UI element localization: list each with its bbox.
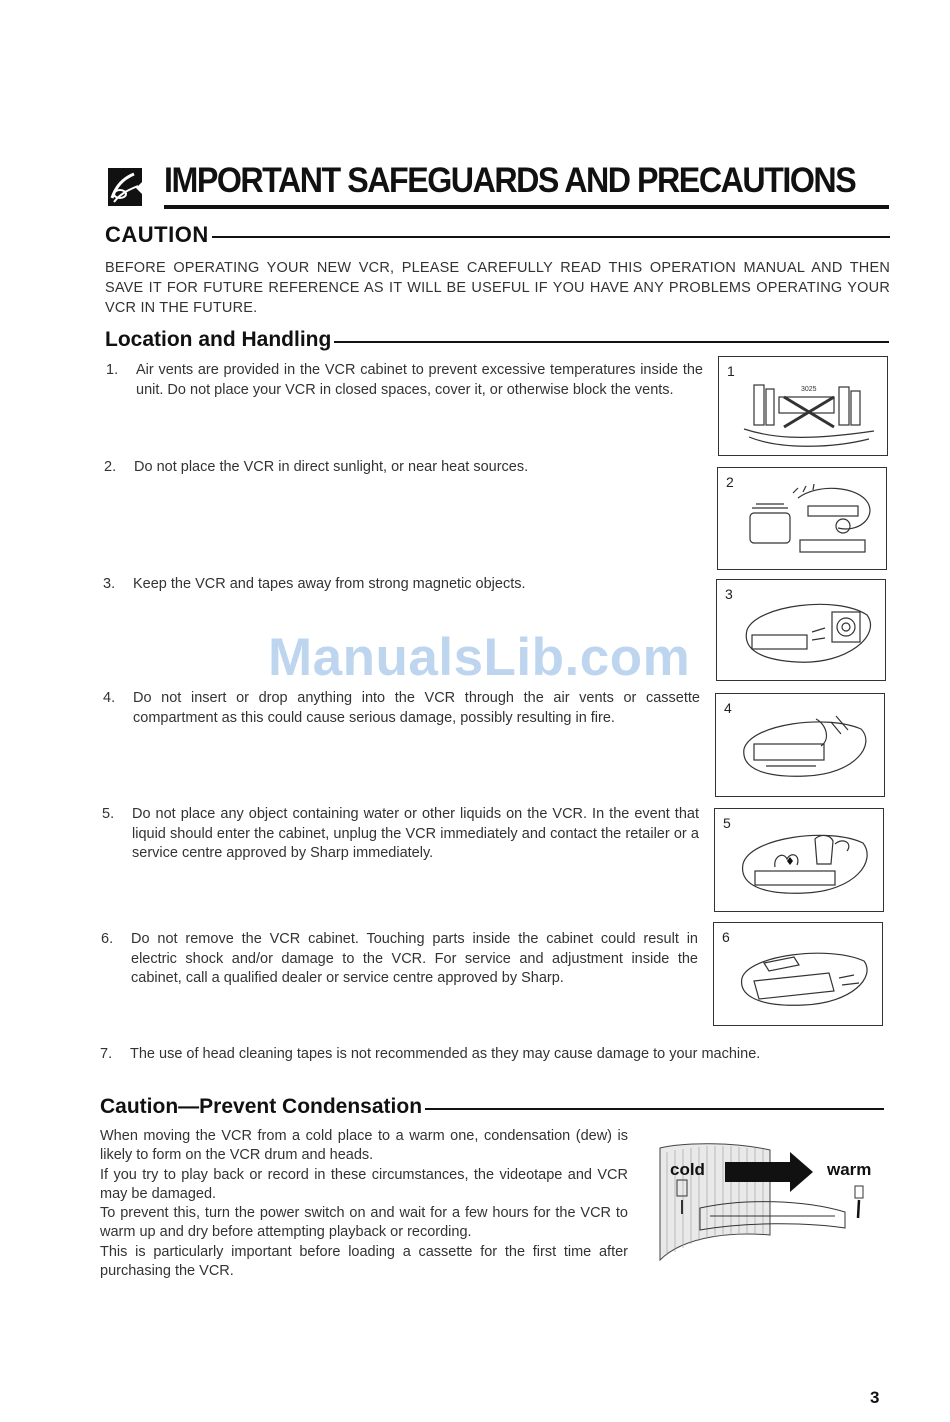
condensation-paragraph: If you try to play back or record in these circumstances, the videotape and VCR may be damaged.: [100, 1166, 628, 1202]
location-heading-label: Location and Handling: [105, 328, 332, 351]
figure-number: 6: [722, 929, 730, 945]
page-title: IMPORTANT SAFEGUARDS AND PRECAUTIONS: [164, 161, 856, 200]
figure-2-sunlight: [717, 467, 887, 570]
item-text: Do not remove the VCR cabinet. Touching parts inside the cabinet could result in electric shock and/or damage to the VCR. For service and adjustment inside the cabinet, call a qualified dealer or service centre approved by Sharp.: [131, 931, 698, 986]
figure-number: 3: [725, 586, 733, 602]
caution-heading-rule: [212, 236, 890, 238]
figure-number: 1: [727, 363, 735, 379]
condensation-heading-label: Caution—Prevent Condensation: [100, 1095, 423, 1118]
caution-text: BEFORE OPERATING YOUR NEW VCR, PLEASE CAREFULLY READ THIS OPERATION MANUAL AND THEN SAVE IT FOR FUTURE REFERENCE AS IT WILL BE USEFUL IF YOU HAVE ANY PROBLEMS OPERATING YOUR VCR IN THE FUTURE.: [105, 260, 890, 316]
figure-6-cabinet: [713, 922, 883, 1026]
condensation-paragraph: To prevent this, turn the power switch on and wait for a few hours for the VCR to warm up and dry before attempting playback or recording.: [100, 1205, 628, 1241]
condensation-heading: [100, 1095, 884, 1119]
bookshelf-vcr-icon: [739, 367, 879, 452]
page-number: 3: [870, 1388, 880, 1407]
item-number: 7.: [100, 1046, 113, 1062]
figure-5-liquids: [714, 808, 884, 912]
figure-3-magnets: [716, 579, 886, 681]
warm-label: warm: [827, 1160, 872, 1179]
item-text: The use of head cleaning tapes is not recommended as they may cause damage to your machine.: [130, 1046, 761, 1062]
item-number: 1.: [106, 362, 119, 378]
list-item: [100, 1045, 890, 1069]
figure-number: 2: [726, 474, 734, 490]
cold-label: cold: [670, 1160, 705, 1179]
item-text: Do not insert or drop anything into the VCR through the air vents or cassette compartment as this could cause serious damage, possibly resulting in fire.: [133, 690, 700, 726]
item-number: 4.: [103, 690, 116, 706]
caution-heading: [105, 222, 890, 248]
item-number: 5.: [102, 806, 115, 822]
watermark: ManualsLib.com: [268, 628, 691, 687]
vase-vcr-icon: [735, 819, 875, 904]
cold-to-warm-figure: [655, 1140, 885, 1265]
title-rule: [164, 205, 889, 209]
figure-number: 5: [723, 815, 731, 831]
list-item: [103, 689, 700, 749]
item-number: 3.: [103, 576, 116, 592]
item-number: 6.: [101, 931, 114, 947]
item-text: Do not place the VCR in direct sunlight, or near heat sources.: [134, 459, 529, 475]
location-heading-rule: [334, 341, 889, 343]
speaker-magnet-vcr-icon: [737, 590, 877, 675]
item-text: Keep the VCR and tapes away from strong magnetic objects.: [133, 576, 526, 592]
condensation-paragraph: When moving the VCR from a cold place to a warm one, condensation (dew) is likely to form on the VCR drum and heads.: [100, 1128, 628, 1164]
svg-text:3025: 3025: [801, 386, 817, 393]
location-heading: [105, 328, 889, 352]
condensation-heading-rule: [425, 1108, 884, 1110]
list-item: [106, 361, 703, 421]
figure-number: 4: [724, 700, 732, 716]
list-item: [101, 930, 698, 1010]
hand-vcr-icon: [736, 704, 876, 789]
condensation-paragraph: This is particularly important before loading a cassette for the first time after purchasing the VCR.: [100, 1243, 628, 1280]
figure-1-vents-blocked: [718, 356, 888, 456]
item-number: 2.: [104, 459, 117, 475]
sun-heater-vcr-icon: [738, 478, 878, 563]
list-item: [103, 575, 700, 599]
open-cabinet-vcr-icon: [734, 933, 874, 1018]
figure-4-insert-objects: [715, 693, 885, 797]
list-item: [102, 805, 699, 885]
cold-warm-vcr-illustration: [655, 1140, 885, 1265]
list-item: [104, 458, 701, 482]
condensation-text: [100, 1127, 628, 1281]
pen-hand-icon: [104, 164, 146, 210]
item-text: Air vents are provided in the VCR cabinet to prevent excessive temperatures inside the unit. Do not place your VCR in closed spaces, cover it, or otherwise block the vents.: [136, 362, 703, 398]
item-text: Do not place any object containing water or other liquids on the VCR. In the event that liquid should enter the cabinet, unplug the VCR immediately and contact the retailer or a service centre approved by Sharp immediately.: [132, 806, 699, 861]
caution-heading-label: CAUTION: [105, 222, 209, 247]
